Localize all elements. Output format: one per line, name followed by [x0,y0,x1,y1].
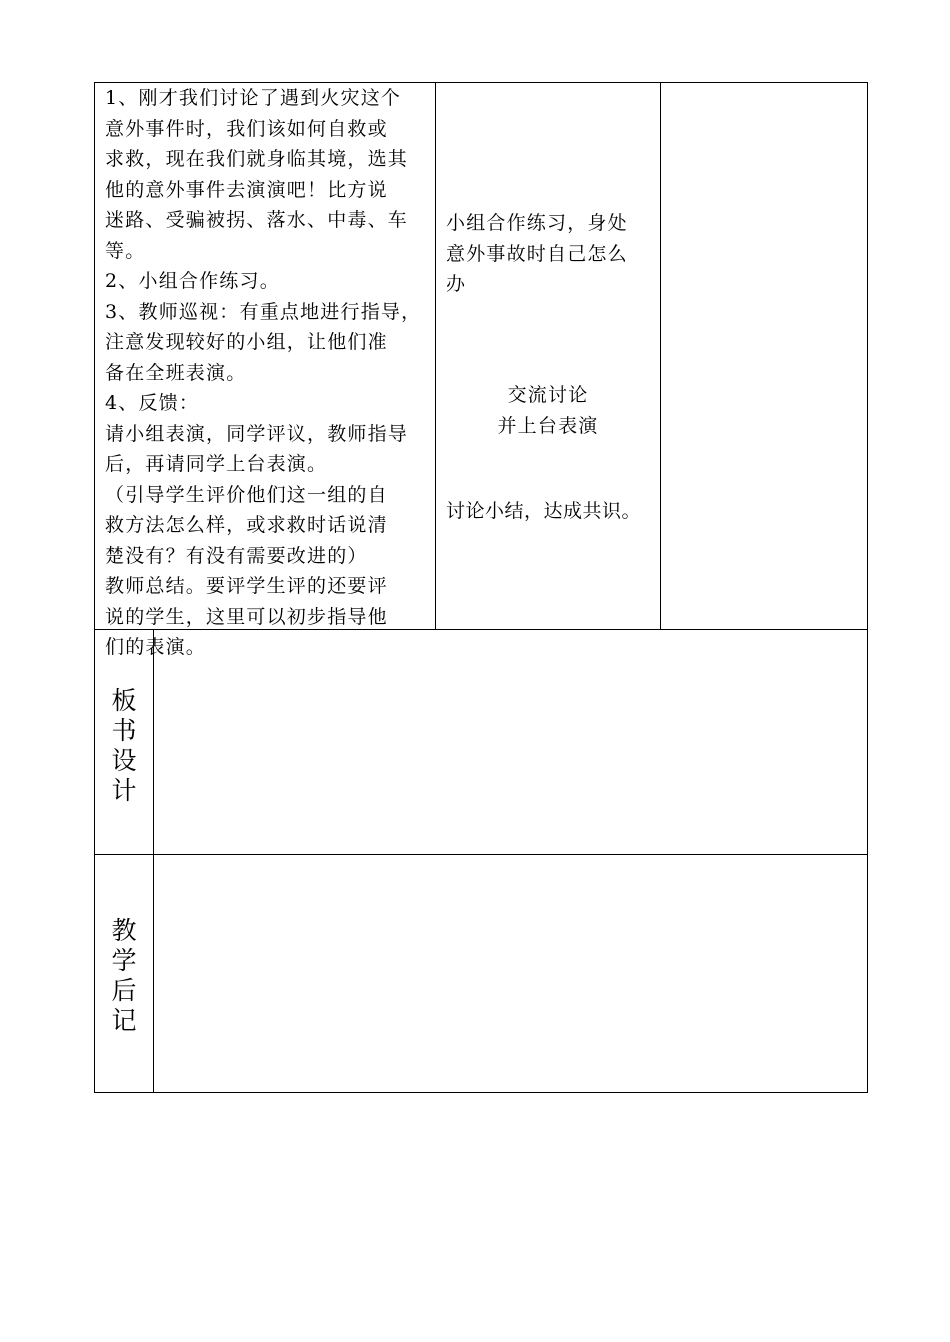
activity-line: 等。 [105,239,146,262]
activity-line: （引导学生评价他们这一组的自 [105,483,388,506]
label-char: 记 [111,1006,137,1035]
teacher-activity-cell [105,83,430,663]
label-char: 书 [111,716,137,745]
practice-text: 意外事故时自己怎么 [446,242,628,265]
activity-line: 注意发现较好的小组，让他们准 [105,331,388,353]
col-divider-activity [435,82,436,630]
activity-line: 2、小组合作练习。 [105,270,280,292]
discussion-line: 交流讨论 [507,384,589,406]
practice-text: 办 [446,273,467,295]
practice-text: 小组合作练习，身处 [446,212,628,234]
table-border-bottom [94,1092,868,1093]
activity-line: 1、刚才我们讨论了遇到火灾这个 [105,87,402,109]
activity-line: 他的意外事件去演演吧！比方说 [105,178,388,201]
discussion-text [436,380,660,441]
table-border-right [867,82,868,1093]
activity-line: 3、教师巡视：有重点地进行指导， [105,300,422,323]
label-char: 学 [111,946,137,975]
board-design-content [154,630,867,854]
teaching-notes-label [104,916,144,1036]
lesson-plan-table [94,82,868,1093]
activity-line: 迷路、受骗被拐、落水、中毒、车 [105,209,409,231]
summary-line: 讨论小结，达成共识。 [446,500,642,522]
activity-line: 后，再请同学上台表演。 [105,453,328,475]
label-char: 设 [111,746,137,775]
activity-line: 备在全班表演。 [105,361,247,384]
activity-line: 请小组表演，同学评议，教师指导 [105,422,409,445]
teaching-notes-content [154,855,867,1092]
label-char: 板 [111,686,137,715]
student-activity-cell [446,208,656,300]
activity-line: 4、反馈： [105,392,200,414]
label-char: 教 [111,916,137,945]
activity-line: 说的学生，这里可以初步指导他 [105,605,388,628]
activity-line: 救方法怎么样，或求救时话说清 [105,514,388,536]
table-border-left [94,82,95,1093]
discussion-line: 并上台表演 [497,414,599,437]
activity-line: 们的表演。 [105,636,207,658]
label-char: 计 [111,776,137,805]
notes-cell-empty [661,83,867,629]
activity-line: 楚没有？有没有需要改进的） [105,544,368,567]
activity-line: 求救，现在我们就身临其境，选其 [105,148,409,170]
label-char: 后 [111,976,137,1005]
board-design-label [104,686,144,806]
activity-line: 意外事件时，我们该如何自救或 [105,117,388,140]
summary-text [446,496,658,527]
activity-line: 教师总结。要评学生评的还要评 [105,575,388,597]
